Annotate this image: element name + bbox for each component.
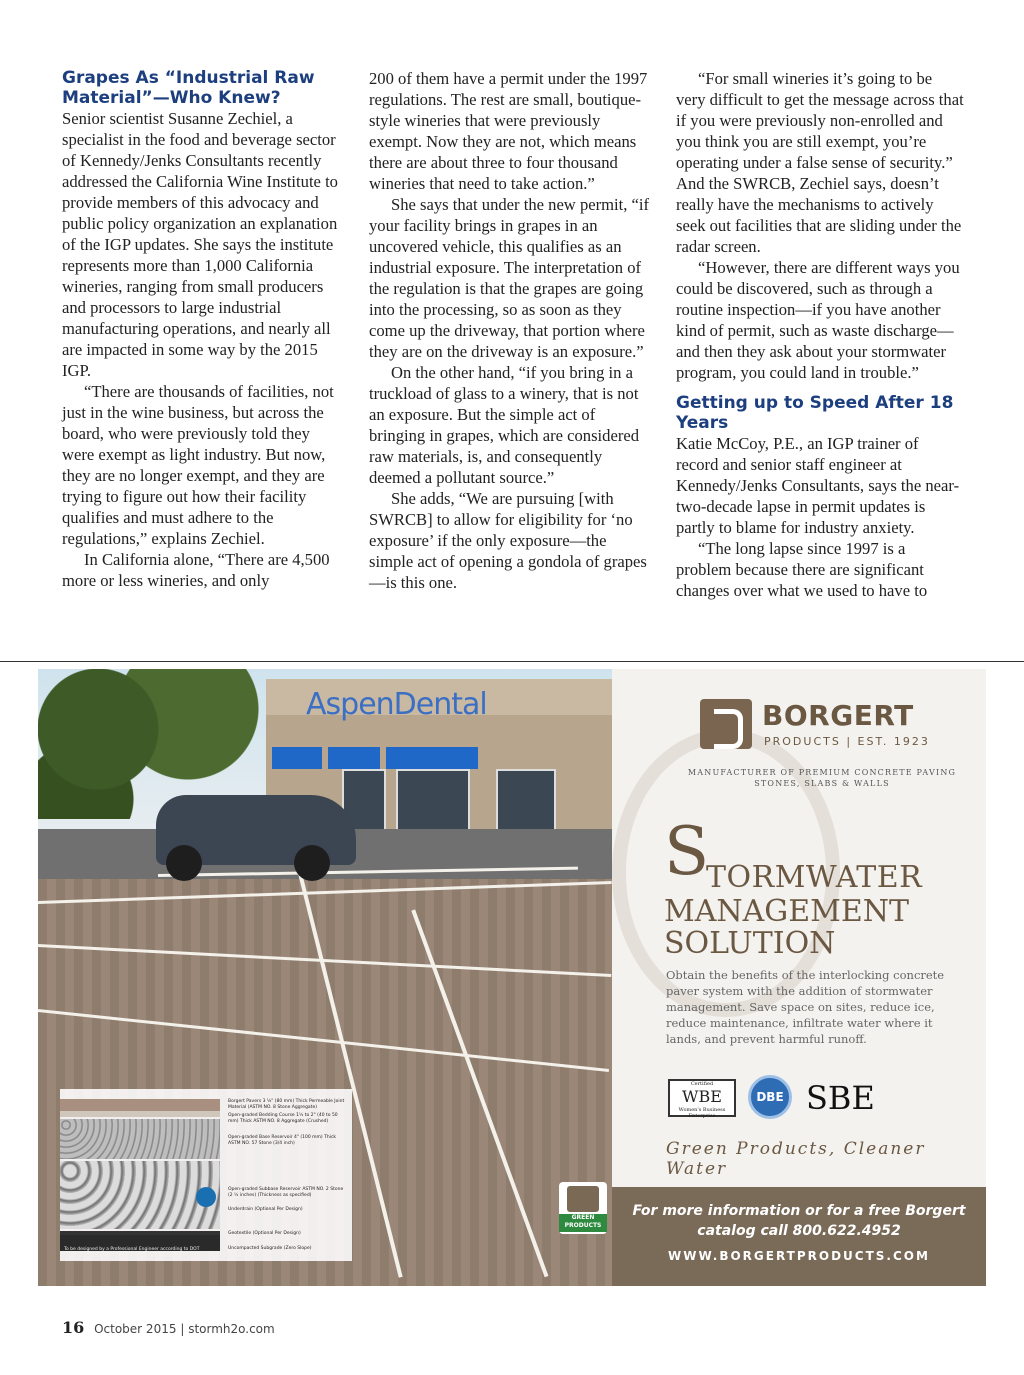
section-heading: Getting up to Speed After 18 Years [676,393,954,433]
ad-body-text: Obtain the benefits of the interlocking concrete paver system with the addition of stormwater management. Save space on sites, reduce ice, reduce maintenance, infiltrate water where it lands, and prevent harmful runoff. [666,968,945,1046]
call-to-action-box [612,1187,986,1286]
borgert-b-icon [567,1186,599,1212]
paragraph: In California alone, “There are 4,500 more or less wineries, and only [62,550,330,590]
ad-text-panel [612,669,986,1286]
underdrain-pipe-icon [196,1187,216,1207]
issue-date: October 2015 [94,1322,177,1336]
dbe-certification-badge: DBE [748,1075,792,1119]
separator: | [180,1322,185,1336]
paragraph: “The long lapse since 1997 is a problem because there are significant changes over what we used to have to [676,539,928,600]
page-number: 16 [62,1318,85,1337]
paragraph: “However, there are different ways you could be discovered, such as through a routine inspection—if you have another kind of permit, such as waste discharge—and then they ask about your stormwater program, you could land in trouble.” [676,258,960,382]
diagram-label: Open-graded Base Reservoir 4" (100 mm) Thick ASTM NO. 57 Stone (3/4 inch) [228,1135,337,1146]
green-products-badge: GREEN PRODUCTS [559,1182,607,1234]
paragraph: Katie McCoy, P.E., an IGP trainer of record and senior staff engineer at Kennedy/Jenks Consultants, says the near-two-decade lapse in permit updates is partly to blame for industry anxiety. [676,434,960,537]
website-link[interactable]: WWW.BORGERTPRODUCTS.COM [668,1249,930,1263]
paver-cross-section-diagram [60,1089,352,1261]
advertisement [38,669,986,1286]
headline: SOLUTION [664,926,836,961]
paragraph: She says that under the new permit, “if your facility brings in grapes in an uncovered vehicle, this qualifies as an industrial exposure. The interpretation of the regulation is that the grapes are going into the processing, so as soon as they come up the driveway, that portion where they are on the driveway is an exposure.” [369,195,650,361]
paragraph: She adds, “We are pursuing [with SWRCB] to allow for eligibility for ‘no exposure’ if the only exposure—the simple act of opening a gondola of grapes—is this one. [369,489,647,592]
paragraph: 200 of them have a permit under the 1997 regulations. The rest are small, boutique-style wineries that were previously exempt. Now they are not, which means there are about three to four thousand wineries that need to take action.” [369,69,648,193]
borgert-logo-icon [700,699,752,749]
paragraph: On the other hand, “if you bring in a truckload of glass to a winery, that is not an exposure. But the simple act of bringing in grapes, which are considered raw materials, is, and consequently deemed a pollutant source.” [369,363,640,487]
ad-photo-parking-lot [38,669,612,1286]
diagram-label: Uncompacted Subgrade (Zero Slope) [228,1246,312,1251]
diagram-label: Borgert Pavers 3 ⅛" (80 mm) Thick Permeable Joint Material (ASTM NO. 8 Stone Aggregate) [228,1099,345,1110]
diagram-note: To be designed by a Professional Engineer according to DOT specifications [64,1247,200,1258]
section-heading: Grapes As “Industrial Raw Material”—Who Knew? [62,68,315,108]
article-column-3 [676,68,964,601]
site-link[interactable]: stormh2o.com [188,1322,275,1336]
store-sign: AspenDental [306,687,487,722]
diagram-label: Geotextile (Optional Per Design) [228,1231,301,1236]
brand-subtitle: PRODUCTS | EST. 1923 [764,735,930,748]
diagram-label: Open-graded Subbase Reservoir ASTM NO. 2 Stone (2 ½ inches) (Thickness as specified) [228,1187,344,1198]
awning [328,747,380,769]
awning [272,747,322,769]
brand-tagline: MANUFACTURER OF PREMIUM CONCRETE PAVING STONES, SLABS & WALLS [687,768,957,788]
divider [0,661,1024,662]
cta-text: For more information or for a free Borgert catalog call 800.622.4952 [632,1203,966,1239]
diagram-label: Open-graded Bedding Course 1½ to 2" (40 to 50 mm) Thick ASTM NO. 8 Aggregate (Crushed) [228,1113,338,1124]
diagram-label: Underdrain (Optional Per Design) [228,1207,303,1212]
paragraph: “For small wineries it’s going to be very difficult to get the message across that if you were previously non-enrolled and you think you are still exempt, you’re operating under a false sense of security.” And the SWRCB, Zechiel says, doesn’t really have the mechanisms to actively seek out facilities that are sliding under the radar screen. [676,69,964,256]
article-column-1 [62,68,344,591]
headline: TORMWATER [706,860,923,895]
headline-initial: S [664,813,710,890]
article-column-2 [369,68,653,593]
sbe-certification: SBE [806,1079,875,1117]
headline: MANAGEMENT [664,894,910,929]
brand-name: BORGERT [762,699,914,732]
ad-slogan: Green Products, Cleaner Water [666,1139,926,1179]
wbe-certification-badge: Certified WBE Women's Business Enterprise [668,1079,736,1117]
paragraph: Senior scientist Susanne Zechiel, a specialist in the food and beverage sector of Kennedy/Jenks Consultants recently addressed the California Wine Institute to provide members of this advocacy and public policy organization an explanation of the IGP updates. She says the institute represents more than 1,000 California wineries, ranging from small producers and processors to large industrial manufacturing operations, and nearly all are impacted in some way by the 2015 IGP. [62,109,338,380]
awning [386,747,478,769]
page-footer [62,1318,275,1337]
paragraph: “There are thousands of facilities, not just in the wine business, but across the board, who were previously told they were exempt as light industry. But now, they are no longer exempt, and they are trying to figure out how their facility qualifies and must adhere to the regulations,” explains Zechiel. [62,382,334,548]
